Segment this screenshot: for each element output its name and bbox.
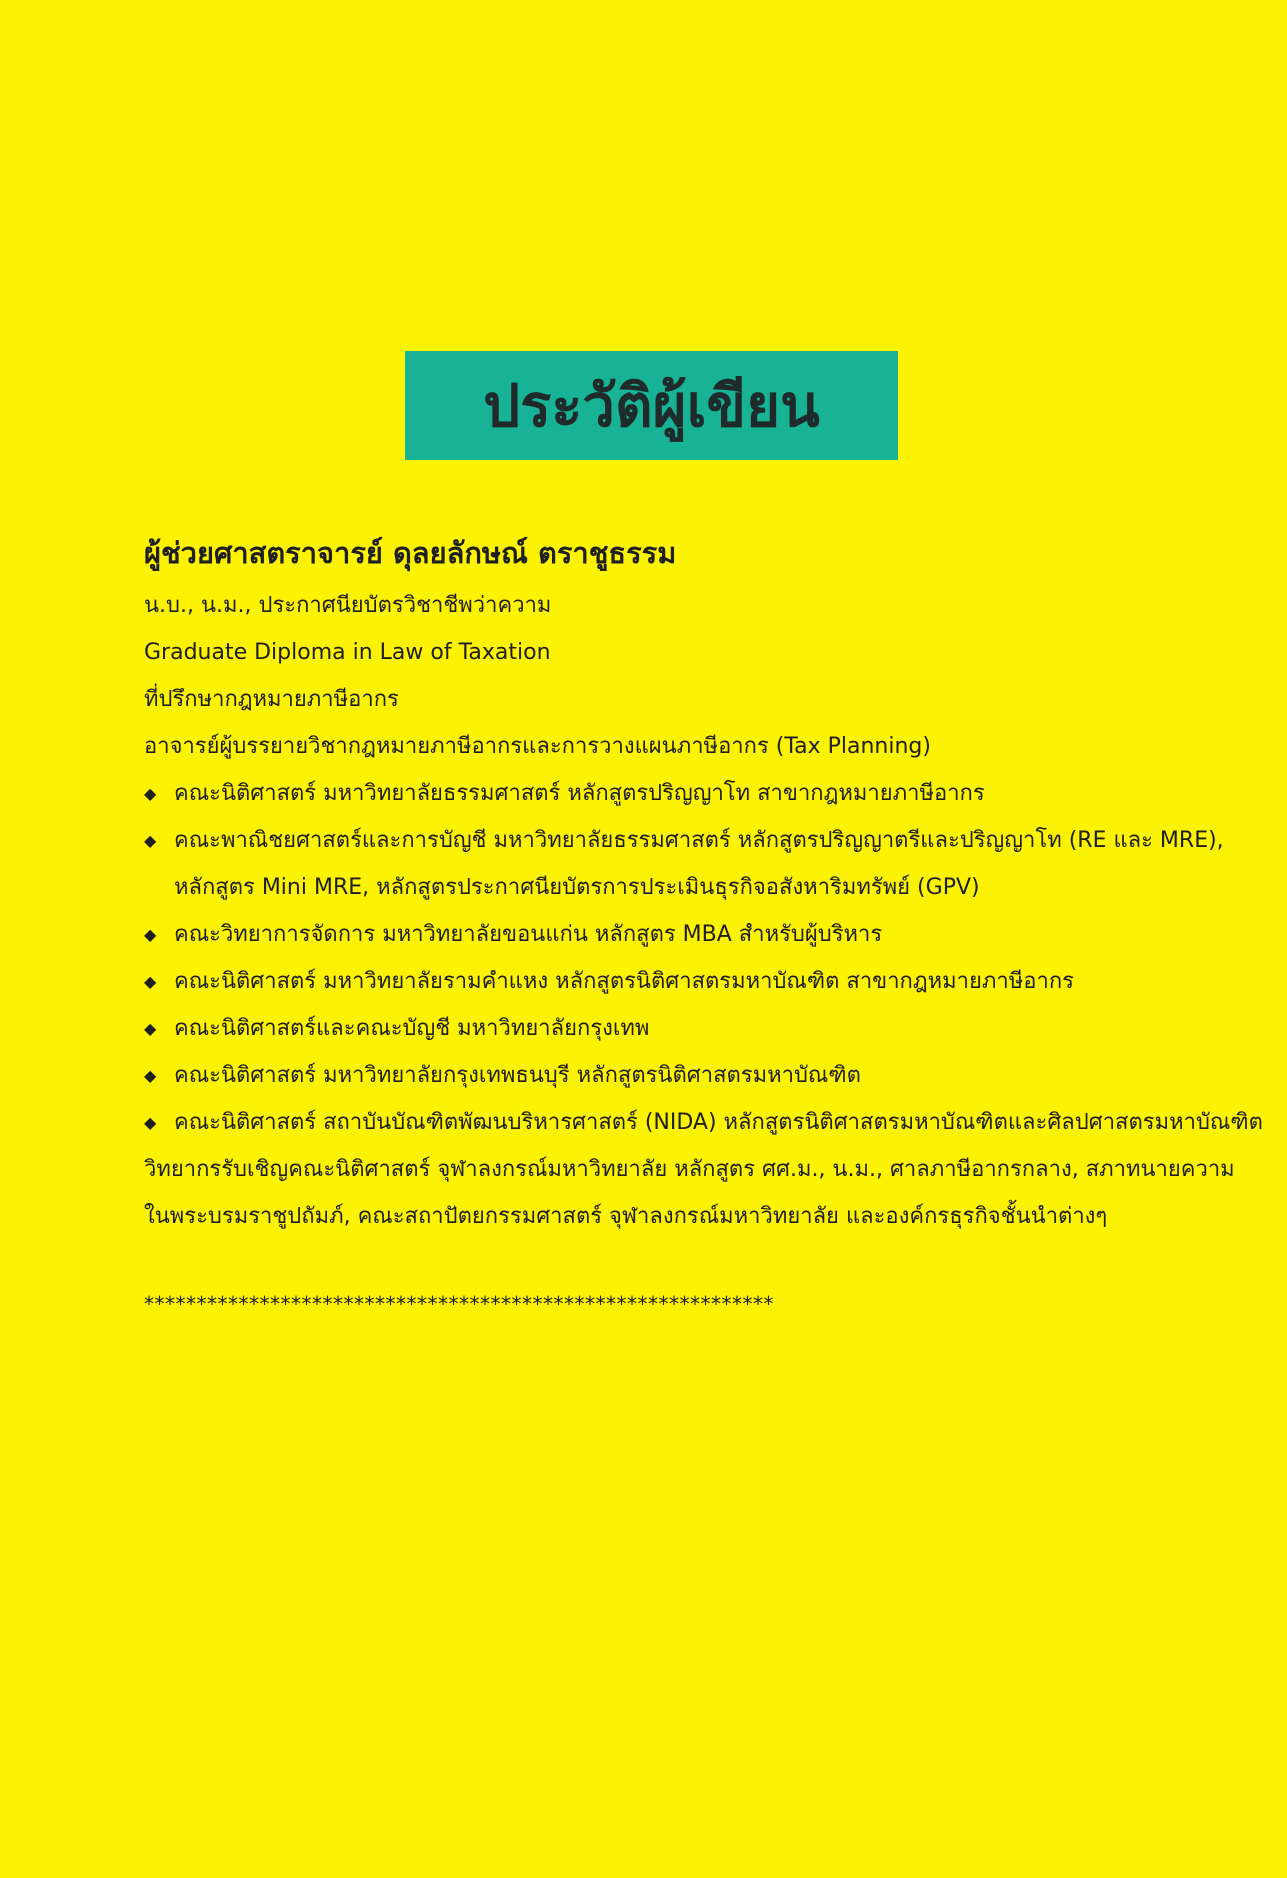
author-bio — [144, 530, 1263, 1240]
list-item-text: คณะนิติศาสตร์ สถาบันบัณฑิตพัฒนบริหารศาสตร์ (NIDA) หลักสูตรนิติศาสตรมหาบัณฑิตและศิลปศาสตรมหาบัณฑิต — [174, 1110, 1263, 1135]
list-item-line: หลักสูตร Mini MRE, หลักสูตรประกาศนียบัตรการประเมินธุรกิจอสังหาริมทรัพย์ (GPV) — [174, 875, 980, 900]
diamond-icon: ◆ — [144, 925, 157, 944]
list-item — [144, 958, 1244, 1005]
list-item-text: คณะนิติศาสตร์และคณะบัญชี มหาวิทยาลัยกรุงเทพ — [174, 1016, 650, 1041]
diamond-icon: ◆ — [144, 1019, 157, 1038]
guest-lecturer-line: วิทยากรรับเชิญคณะนิติศาสตร์ จุฬาลงกรณ์มหาวิทยาลัย หลักสูตร ศศ.ม., น.ม., ศาลภาษีอากรกลาง, สภาทนายความ — [144, 1157, 1235, 1182]
page-title: ประวัติผู้เขียน — [483, 372, 820, 440]
credential-lecturer: อาจารย์ผู้บรรยายวิชากฎหมายภาษีอากรและการวางแผนภาษีอากร (Tax Planning) — [144, 734, 931, 759]
list-item-line: คณะพาณิชยศาสตร์และการบัญชี มหาวิทยาลัยธรรมศาสตร์ หลักสูตรปริญญาตรีและปริญญาโท (RE และ MRE), — [174, 828, 1224, 853]
list-item-text — [174, 817, 1224, 911]
credential-degrees: น.บ., น.ม., ประกาศนียบัตรวิชาชีพว่าความ — [144, 593, 552, 618]
credential-diploma: Graduate Diploma in Law of Taxation — [144, 640, 551, 665]
author-name: ผู้ช่วยศาสตราจารย์ ดุลยลักษณ์ ตราชูธรรม — [144, 536, 677, 570]
list-item — [144, 911, 1244, 958]
list-item-text: คณะนิติศาสตร์ มหาวิทยาลัยกรุงเทพธนบุรี หลักสูตรนิติศาสตรมหาบัณฑิต — [174, 1063, 861, 1088]
list-item — [144, 770, 1244, 817]
teaching-list — [144, 770, 1263, 1146]
diamond-icon: ◆ — [144, 1113, 157, 1132]
list-item — [144, 817, 1244, 911]
list-item-text: คณะนิติศาสตร์ มหาวิทยาลัยธรรมศาสตร์ หลักสูตรปริญญาโท สาขากฎหมายภาษีอากร — [174, 781, 985, 806]
diamond-icon: ◆ — [144, 831, 157, 850]
diamond-icon: ◆ — [144, 972, 157, 991]
list-item — [144, 1052, 1244, 1099]
list-item-text: คณะนิติศาสตร์ มหาวิทยาลัยรามคำแหง หลักสูตรนิติศาสตรมหาบัณฑิต สาขากฎหมายภาษีอากร — [174, 969, 1074, 994]
diamond-icon: ◆ — [144, 1066, 157, 1085]
list-item — [144, 1099, 1263, 1146]
title-box — [405, 351, 898, 460]
guest-lecturer-line: ในพระบรมราชูปถัมภ์, คณะสถาปัตยกรรมศาสตร์ จุฬาลงกรณ์มหาวิทยาลัย และองค์กรธุรกิจชั้นนำต่างๆ — [144, 1204, 1108, 1229]
list-item-text: คณะวิทยาการจัดการ มหาวิทยาลัยขอนแก่น หลักสูตร MBA สำหรับผู้บริหาร — [174, 922, 883, 947]
credential-consultant: ที่ปรึกษากฎหมายภาษีอากร — [144, 687, 399, 712]
separator: ************************************************************ — [144, 1292, 774, 1316]
list-item — [144, 1005, 1244, 1052]
diamond-icon: ◆ — [144, 784, 157, 803]
